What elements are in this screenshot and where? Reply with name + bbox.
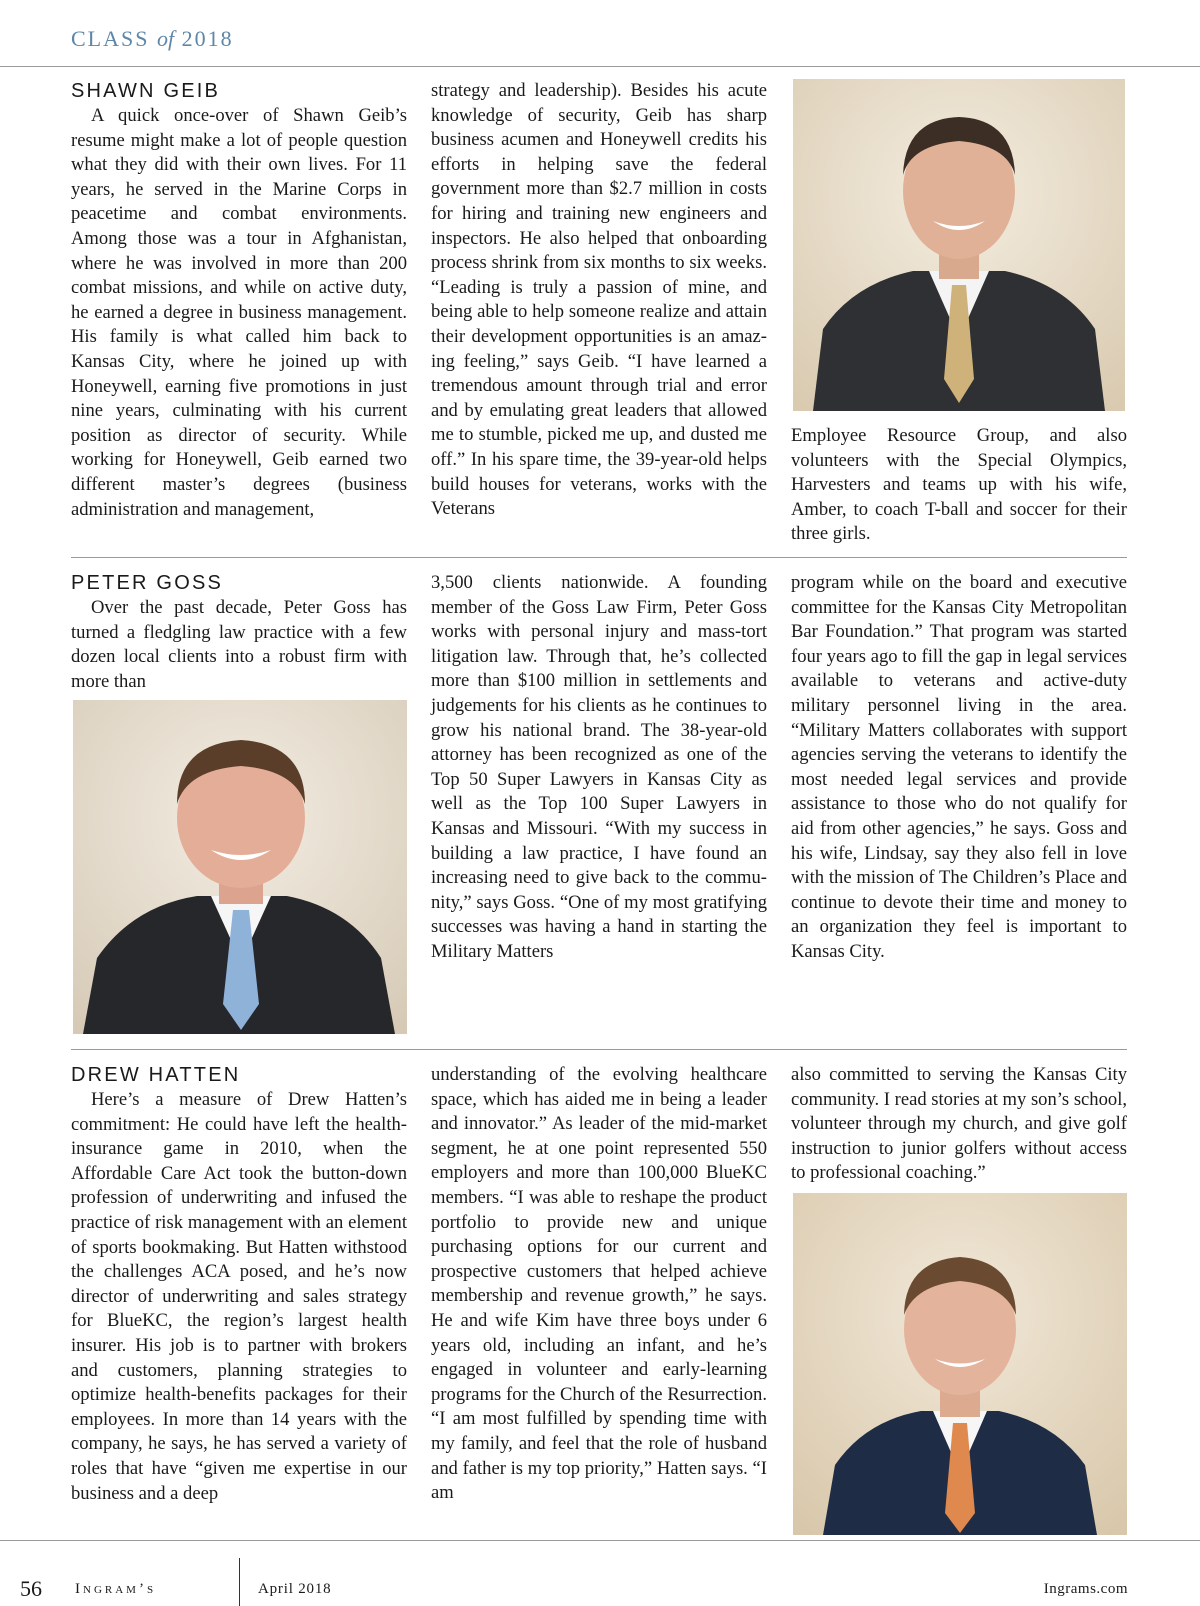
profile-column-3 <box>791 571 1127 965</box>
section-divider <box>71 557 1127 558</box>
profile-text: Employee Resource Group, and also volunteers with the Special Olympics, Harvesters and teams up with his wife, Amber, to coach T-ball and soccer for their three girls. <box>791 425 1127 545</box>
issue-date: April 2018 <box>258 1581 332 1597</box>
page-number: 56 <box>20 1576 42 1601</box>
section-divider <box>71 1049 1127 1050</box>
profile-column-3 <box>791 1063 1127 1186</box>
portrait-illustration <box>793 1193 1127 1535</box>
profile-column-1 <box>71 79 407 522</box>
header-title-of: of <box>156 26 175 51</box>
header-rule <box>0 66 1200 67</box>
header-title-pre: CLASS <box>71 26 157 51</box>
profile-text: A quick once-over of Shawn Geib’s resume might make a lot of people question what they did with their own lives. For 11 years, he served in the Marine Corps in peacetime and combat environments. Among those was a tour in Afghanistan, where he was involved in more than 200 combat missions, and while on active duty, he earned a degree in business management. His family is what called him back to Kansas City, where he joined up with Honeywell, earning five promotions in just nine years, culminating with his current position as director of security. While working for Honeywell, Geib earned two different master’s degrees (business administration and management, <box>71 105 407 520</box>
profile-text: program while on the board and executive committee for the Kansas City Metropolitan Bar Foundation.” That program was started four years ago to fill the gap in legal services available to veterans and active-duty military personnel living in the area. “Military Matters collaborates with support agencies serving the veterans to identify the most needed legal services and provide assistance to those who do not qualify for aid from other agencies,” he says. Goss and his wife, Lindsay, say they also fell in love with the mission of The Children’s Place and continue to devote their time and money to an organization they feel is important to Kansas City. <box>791 572 1127 962</box>
profile-column-2 <box>431 1063 767 1506</box>
profile-text: understanding of the evolving healthcare space, which has aided me in being a leader and innovator.” As leader of the mid-market segment, he at one point represented 550 employers and more than 100,000 BlueKC members. “I was able to reshape the product portfolio to provide new and unique purchasing options for our current and prospective customers that helped achieve membership and revenue growth,” he says. He and wife Kim have three boys under 6 years old, including an infant, and he’s engaged in volunteer and early-learning programs for the Church of the Resurrection. “I am most fulfilled by spending time with my family, and feel that the role of husband and father is my top priority,” Hatten says. “I am <box>431 1064 767 1504</box>
header-title-post: 2018 <box>174 26 234 51</box>
profile-text: also committed to serving the Kansas City community. I read stories at my son’s school, volunteer through my church, and give golf instruction to junior golfers without access to professional coaching.” <box>791 1064 1128 1184</box>
profile-column-2 <box>431 79 767 522</box>
portrait-illustration <box>73 700 407 1034</box>
section-header <box>71 26 234 52</box>
portrait-photo-shawn-geib <box>793 79 1125 411</box>
profile-text: Over the past decade, Peter Goss has turned a fledgling law practice with a few dozen local clients into a robust firm with more than <box>71 597 407 692</box>
footer-rule <box>0 1540 1200 1541</box>
profile-column-1 <box>71 1063 407 1506</box>
profile-column-2 <box>431 571 767 965</box>
portrait-photo-peter-goss <box>73 700 407 1034</box>
profile-name: SHAWN GEIB <box>71 80 221 102</box>
profile-text: 3,500 clients nationwide. A founding member of the Goss Law Firm, Peter Goss works with personal injury and mass-tort litigation law. Through that, he’s collected more than $100 million in settlements and judgements for his clients as he continues to grow his national brand. The 38-year-old attorney has been recognized as one of the Top 50 Super Lawyers in Kansas City as well as the Top 100 Super Lawyers in Kansas and Missouri. “With my success in building a law practice, I have found an increasing need to give back to the community,” says Goss. “One of my most gratifying successes was having a hand in starting the Military Matters <box>431 572 767 962</box>
footer-divider <box>239 1558 240 1606</box>
website-link[interactable]: Ingrams.com <box>1043 1581 1128 1597</box>
profile-column-1 <box>71 571 407 694</box>
portrait-photo-drew-hatten <box>793 1193 1127 1535</box>
profile-name: DREW HATTEN <box>71 1064 241 1086</box>
profile-text: strategy and leadership). Besides his acute knowledge of security, Geib has sharp business acumen and Honeywell credits his efforts in helping save the federal government more than $2.7 million in costs for hiring and training new engineers and inspectors. He also helped that onboarding process shrink from six months to six weeks. “Leading is truly a passion of mine, and being able to help someone realize and attain their development opportunities is an amazing feeling,” says Geib. “I have learned a tremendous amount through trial and error and by emulating great leaders that allowed me to stumble, picked me up, and dusted me off.” In his spare time, the 39-year-old helps build houses for veterans, works with the Veterans <box>431 80 767 520</box>
profile-text: Here’s a measure of Drew Hatten’s commitment: He could have left the health-insurance game in 2010, when the Affordable Care Act took the button-down profession of underwriting and infused the practice of risk management with an element of sports bookmaking. But Hatten withstood the challenges ACA posed, and he’s now director of underwriting and sales strategy for BlueKC, the region’s largest health insurer. His job is to partner with brokers and customers, planning strategies to optimize health-benefits packages for their employees. In more than 14 years with the company, he says, he has served a variety of roles that have “given me expertise in our business and a deep <box>71 1089 407 1504</box>
profile-column-3 <box>791 424 1127 547</box>
portrait-illustration <box>793 79 1125 411</box>
publication-name: Ingram’s <box>75 1581 157 1597</box>
profile-name: PETER GOSS <box>71 572 224 594</box>
